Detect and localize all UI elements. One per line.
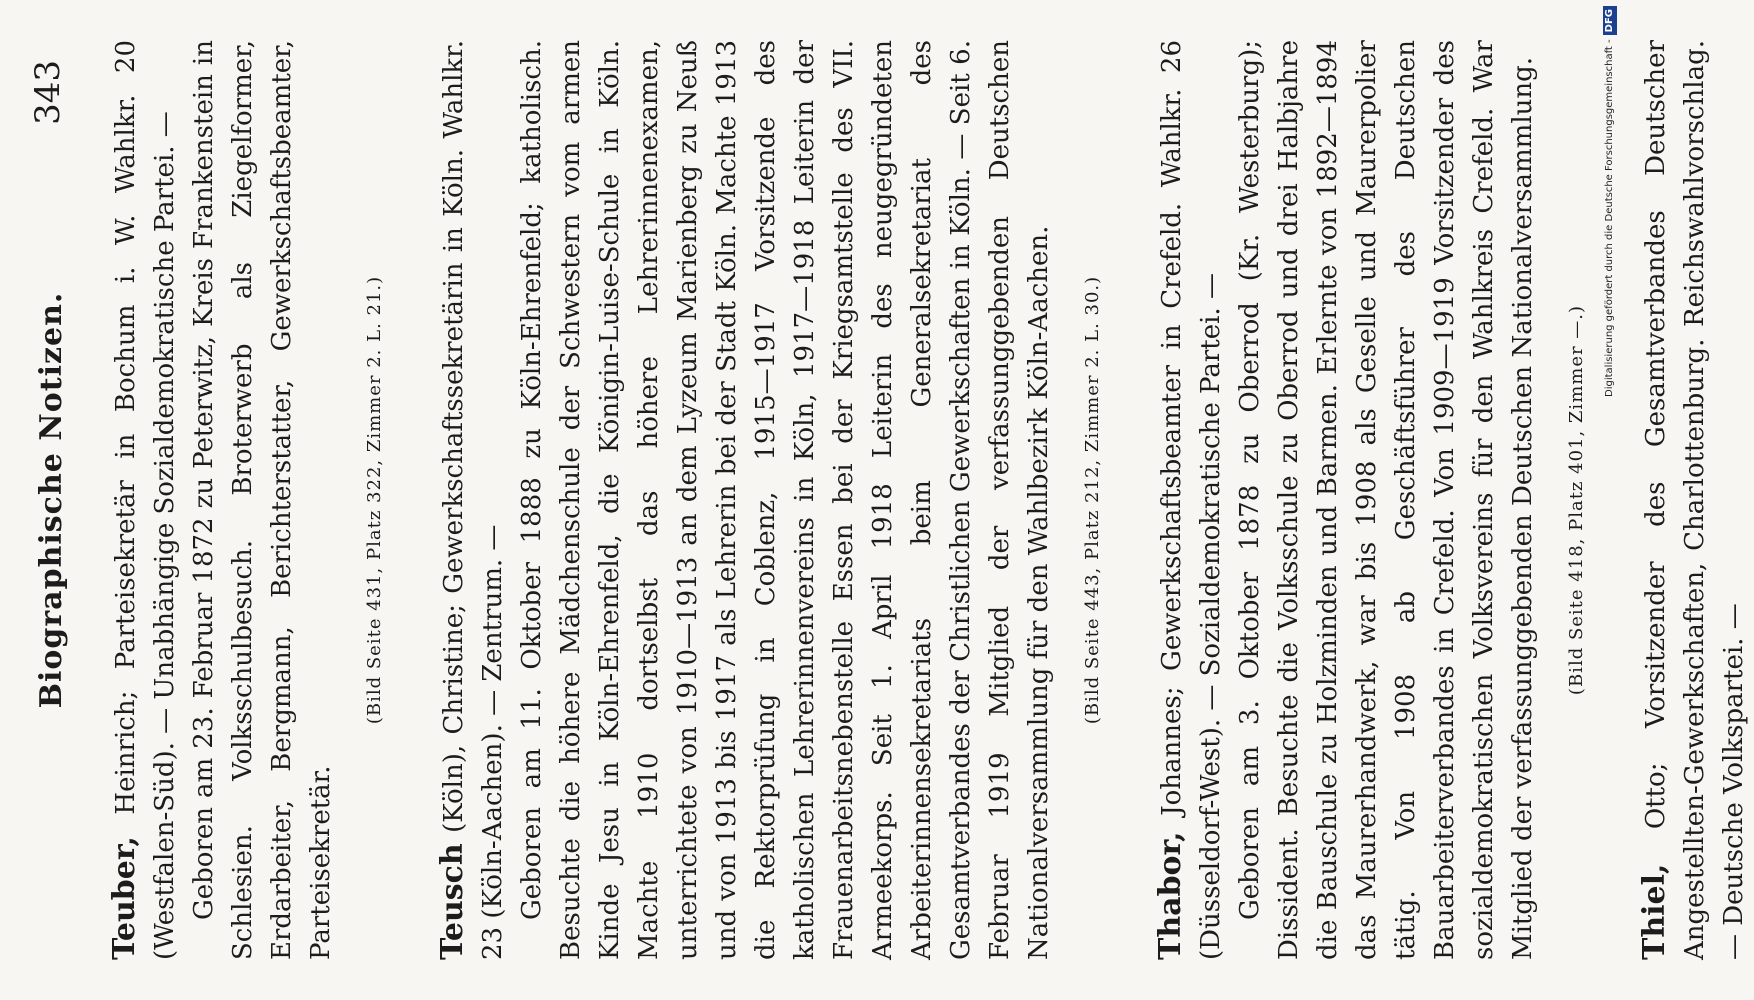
entry-intro: Johannes; Gewerkschaftsbeamter in Crefeld. Wahlkr. 26 (Düsseldorf-West). — Sozialdemokratische Partei. — xyxy=(1157,40,1226,960)
stamp-text: Digitalisierung gefördert durch die Deutsche Forschungsgemeinschaft - xyxy=(1604,39,1615,397)
page-number: 343 xyxy=(28,60,68,125)
entries-list xyxy=(105,40,1754,960)
entry-caption: (Bild Seite 443, Platz 212, Zimmer 2. L. 30.) xyxy=(1082,275,1103,725)
entry-teuber xyxy=(105,40,387,960)
entry-name: Thabor, xyxy=(1153,831,1188,960)
running-head xyxy=(28,0,78,1000)
entry-thabor xyxy=(1151,40,1589,960)
dfg-logo: DFG xyxy=(1603,6,1617,35)
entry-caption: (Bild Seite 418, Platz 401, Zimmer —.) xyxy=(1566,304,1587,696)
entry-biography: Geboren am 3. Oktober 1878 zu Oberrod (Kr. Westerburg); Dissident. Besuchte die Volksschule zu Oberrod und drei Halbjahre die Bauschule zu Holzminden und Barmen. Erlernte von 1892—1894 das Maurerhandwerk, war bis 1908 als Geselle und Maurerpolier tätig. Von 1908 ab Geschäftsführer des Deutschen Bauarbeiterverbandes in Crefeld. Von 1909—1919 Vorsitzender des sozialdemokratischen Volksvereins für den Wahlkreis Crefeld. War Mitglied der verfassunggebenden Deutschen Nationalversammlung. xyxy=(1235,40,1538,960)
entry-teusch xyxy=(433,40,1105,960)
entry-name: Teusch xyxy=(435,843,470,960)
entry-name: Teuber, xyxy=(107,836,142,960)
entry-intro: Heinrich; Parteisekretär in Bochum i. W. Wahlkr. 20 (Westfalen-Süd). — Unabhängige Sozialdemokratische Partei. — xyxy=(111,40,180,960)
entry-biography: Geboren am 11. Oktober 1888 zu Köln-Ehrenfeld; katholisch. Besuchte die höhere Mädchenschule der Schwestern vom armen Kinde Jesu in Köln-Ehrenfeld, die Königin-Luise-Schule in Köln. Machte 1910 dortselbst das höhere Lehrerinnenexamen, unterrichtete von 1910—1913 an dem Lyzeum Marienberg zu Neuß und von 1913 bis 1917 als Lehrerin bei der Stadt Köln. Machte 1913 die Rektorprüfung in Coblenz, 1915—1917 Vorsitzende des katholischen Lehrerinnenvereins in Köln, 1917—1918 Leiterin der Frauenarbeitsnebenstelle Essen bei der Kriegsamtstelle des VII. Armeekorps. Seit 1. April 1918 Leiterin des neugegründeten Arbeiterinnensekretariats beim Generalsekretariat des Gesamtverbandes der Christlichen Gewerkschaften in Köln. — Seit 6. Februar 1919 Mitglied der verfassunggebenden Deutschen Nationalversammlung für den Wahlbezirk Köln-Aachen. xyxy=(517,40,1054,960)
entry-name: Thiel, xyxy=(1637,863,1672,960)
entry-caption: (Bild Seite 431, Platz 322, Zimmer 2. L. 21.) xyxy=(364,275,385,725)
entry-intro: Otto; Vorsitzender des Gesamtverbandes Deutscher Angestellten-Gewerkschaften, Charlottenburg. Reichswahlvorschlag. — Deutsche Volkspartei. — xyxy=(1641,40,1749,960)
entry-thiel xyxy=(1635,40,1754,960)
entry-intro: (Köln), Christine; Gewerkschaftssekretärin in Köln. Wahlkr. 23 (Köln-Aachen). — Zentrum. — xyxy=(439,40,508,960)
digitization-stamp xyxy=(1598,6,1622,706)
entry-biography: Geboren am 23. Februar 1872 zu Peterwitz, Kreis Frankenstein in Schlesien. Volksschulbesuch. Broterwerb als Ziegelformer, Erdarbeiter, Bergmann, Berichterstatter, Gewerkschaftsbeamter, Parteisekretär. xyxy=(189,40,336,960)
page-title: Biographische Notizen. xyxy=(34,291,69,709)
